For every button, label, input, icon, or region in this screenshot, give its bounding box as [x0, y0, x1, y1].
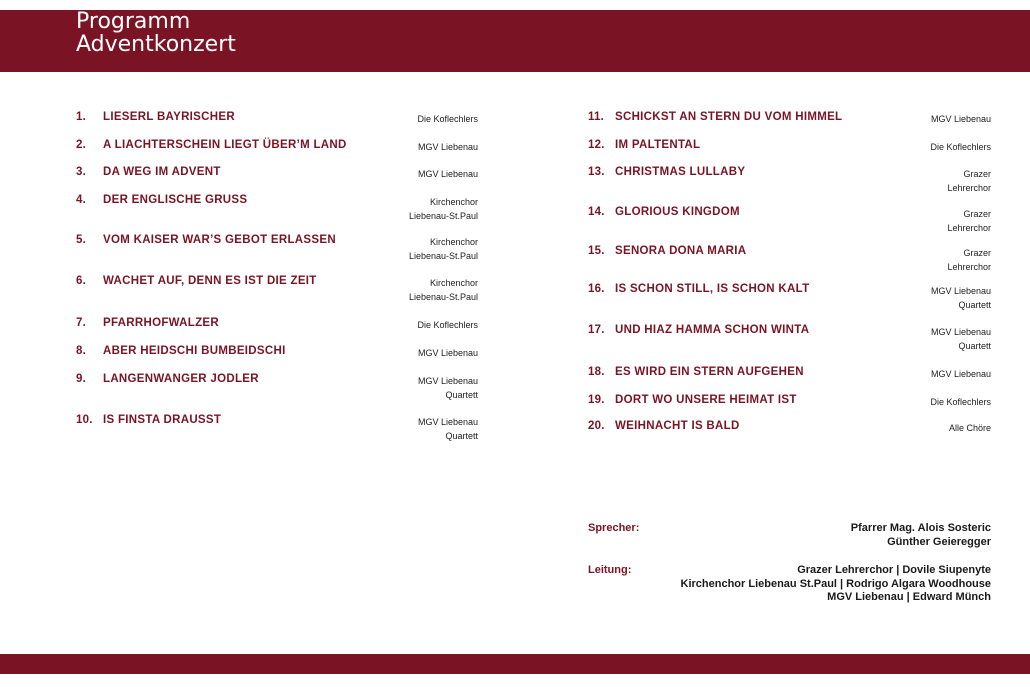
item-title: UND HIAZ HAMMA SCHON WINTA: [615, 324, 810, 336]
item-performer: MGV Liebenau Quartett: [930, 286, 991, 310]
sprecher-names: [851, 522, 991, 549]
item-title: LIESERL BAYRISCHER: [103, 111, 235, 123]
leitung-label: Leitung:: [588, 564, 632, 576]
item-title: PFARRHOFWALZER: [103, 317, 219, 329]
credit-line: Grazer Lehrerchor | Dovile Siupenyte: [797, 564, 991, 576]
credit-line: Pfarrer Mag. Alois Sosteric: [850, 522, 991, 534]
item-number: 18.: [588, 366, 605, 378]
item-performer: Grazer Lehrerchor: [947, 169, 991, 193]
item-number: 19.: [588, 394, 605, 406]
item-title: LANGENWANGER JODLER: [103, 373, 259, 385]
item-performer: Die Koflechlers: [417, 114, 478, 124]
item-performer: MGV Liebenau Quartett: [930, 327, 991, 351]
title-line-2: Adventkonzert: [76, 32, 236, 57]
item-performer: MGV Liebenau: [930, 114, 991, 124]
item-performer: Die Koflechlers: [930, 142, 991, 152]
item-performer: MGV Liebenau: [417, 169, 478, 179]
item-number: 6.: [76, 275, 86, 287]
item-performer: Die Koflechlers: [417, 320, 478, 330]
credit-line: Günther Geieregger: [887, 535, 991, 548]
item-title: WACHET AUF, DENN ES IST DIE ZEIT: [103, 275, 317, 287]
item-performer: Kirchenchor Liebenau-St.Paul: [408, 278, 478, 302]
item-title: VOM KAISER WAR’S GEBOT ERLASSEN: [103, 234, 336, 246]
leitung-names: [681, 564, 992, 605]
item-number: 14.: [588, 206, 605, 218]
item-performer: Kirchenchor Liebenau-St.Paul: [408, 197, 478, 221]
item-number: 7.: [76, 317, 86, 329]
item-number: 3.: [76, 166, 86, 178]
item-number: 12.: [588, 139, 605, 151]
item-number: 11.: [588, 111, 604, 123]
item-number: 2.: [76, 139, 86, 151]
item-number: 17.: [588, 324, 605, 336]
item-title: SCHICKST AN STERN DU VOM HIMMEL: [615, 111, 843, 123]
item-number: 20.: [588, 420, 605, 432]
item-number: 15.: [588, 245, 605, 257]
item-performer: Grazer Lehrerchor: [947, 248, 991, 272]
item-number: 8.: [76, 345, 86, 357]
item-title: A LIACHTERSCHEIN LIEGT ÜBER’M LAND: [103, 139, 347, 151]
item-title: ES WIRD EIN STERN AUFGEHEN: [615, 366, 804, 378]
item-performer: Die Koflechlers: [930, 397, 991, 407]
item-title: IS SCHON STILL, IS SCHON KALT: [615, 283, 810, 295]
item-performer: Grazer Lehrerchor: [947, 209, 991, 233]
item-title: DORT WO UNSERE HEIMAT IST: [615, 394, 797, 406]
item-number: 16.: [588, 283, 605, 295]
item-title: CHRISTMAS LULLABY: [615, 166, 746, 178]
credit-line: MGV Liebenau | Edward Münch: [827, 591, 991, 603]
item-performer: Alle Chöre: [948, 423, 991, 433]
item-performer: MGV Liebenau: [930, 369, 991, 379]
title-line-1: Programm: [76, 9, 191, 34]
item-title: ABER HEIDSCHI BUMBEIDSCHI: [103, 345, 286, 357]
item-title: WEIHNACHT IS BALD: [615, 420, 740, 432]
item-number: 4.: [76, 194, 86, 206]
item-title: GLORIOUS KINGDOM: [615, 206, 740, 218]
item-number: 5.: [76, 234, 86, 246]
item-title: SENORA DONA MARIA: [615, 245, 747, 257]
item-number: 13.: [588, 166, 605, 178]
item-number: 9.: [76, 373, 86, 385]
credit-line: Kirchenchor Liebenau St.Paul | Rodrigo Algara Woodhouse: [680, 577, 991, 590]
footer-banner: [0, 654, 1030, 674]
item-performer: MGV Liebenau Quartett: [417, 417, 478, 441]
item-title: DER ENGLISCHE GRUSS: [103, 194, 248, 206]
item-performer: Kirchenchor Liebenau-St.Paul: [408, 237, 478, 261]
item-title: IS FINSTA DRAUSST: [103, 414, 222, 426]
item-number: 1.: [76, 111, 86, 123]
item-title: IM PALTENTAL: [615, 139, 701, 151]
item-performer: MGV Liebenau: [417, 142, 478, 152]
page-title: [76, 10, 236, 56]
sprecher-label: Sprecher:: [588, 522, 640, 534]
item-performer: MGV Liebenau: [417, 348, 478, 358]
item-number: 10.: [76, 414, 93, 426]
item-title: DA WEG IM ADVENT: [103, 166, 221, 178]
item-performer: MGV Liebenau Quartett: [417, 376, 478, 400]
